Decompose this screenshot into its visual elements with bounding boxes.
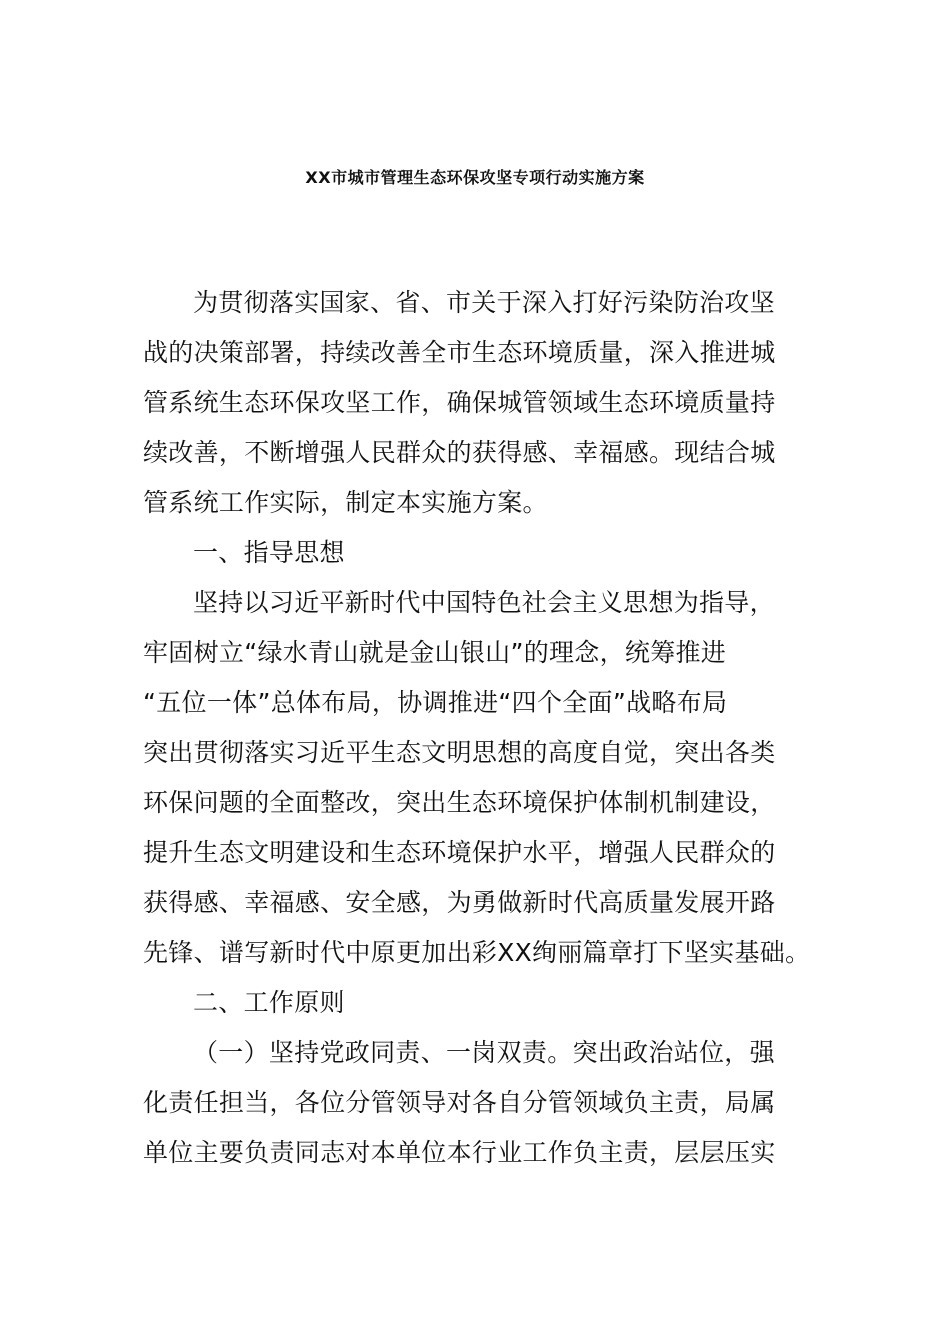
paragraph-line: 管系统生态环保攻坚工作，确保城管领域生态环境质量持 (143, 388, 776, 417)
paragraph-line: 单位主要负责同志对本单位本行业工作负主责，层层压实 (143, 1138, 776, 1167)
paragraph-line: 化责任担当，各位分管领导对各自分管领域负主责，局属 (143, 1088, 776, 1117)
paragraph-line: 环保问题的全面整改，突出生态环境保护体制机制建设， (143, 788, 776, 817)
paragraph-line: 牢固树立“绿水青山就是金山银山”的理念，统筹推进 (143, 638, 727, 667)
paragraph-line: （一）坚持党政同责、一岗双责。突出政治站位，强 (193, 1038, 775, 1067)
paragraph-line: “五位一体”总体布局，协调推进“四个全面”战略布局 (143, 688, 728, 717)
paragraph-line: 战的决策部署，持续改善全市生态环境质量，深入推进城 (143, 338, 776, 367)
section-heading: 二、工作原则 (193, 988, 345, 1017)
section-heading: 一、指导思想 (193, 538, 345, 567)
paragraph-line: 管系统工作实际，制定本实施方案。 (143, 488, 548, 517)
paragraph-line: 提升生态文明建设和生态环境保护水平，增强人民群众的 (143, 838, 776, 867)
paragraph-line: 为贯彻落实国家、省、市关于深入打好污染防治攻坚 (193, 288, 775, 317)
paragraph-line: 获得感、幸福感、安全感，为勇做新时代高质量发展开路 (143, 888, 776, 917)
paragraph-line: 先锋、谱写新时代中原更加出彩XX绚丽篇章打下坚实基础。 (143, 938, 811, 967)
paragraph-line: 续改善，不断增强人民群众的获得感、幸福感。现结合城 (143, 438, 776, 467)
paragraph-line: 坚持以习近平新时代中国特色社会主义思想为指导， (193, 588, 775, 617)
document-title: XX市城市管理生态环保攻坚专项行动实施方案 (305, 168, 645, 187)
paragraph-line: 突出贯彻落实习近平生态文明思想的高度自觉，突出各类 (143, 738, 776, 767)
